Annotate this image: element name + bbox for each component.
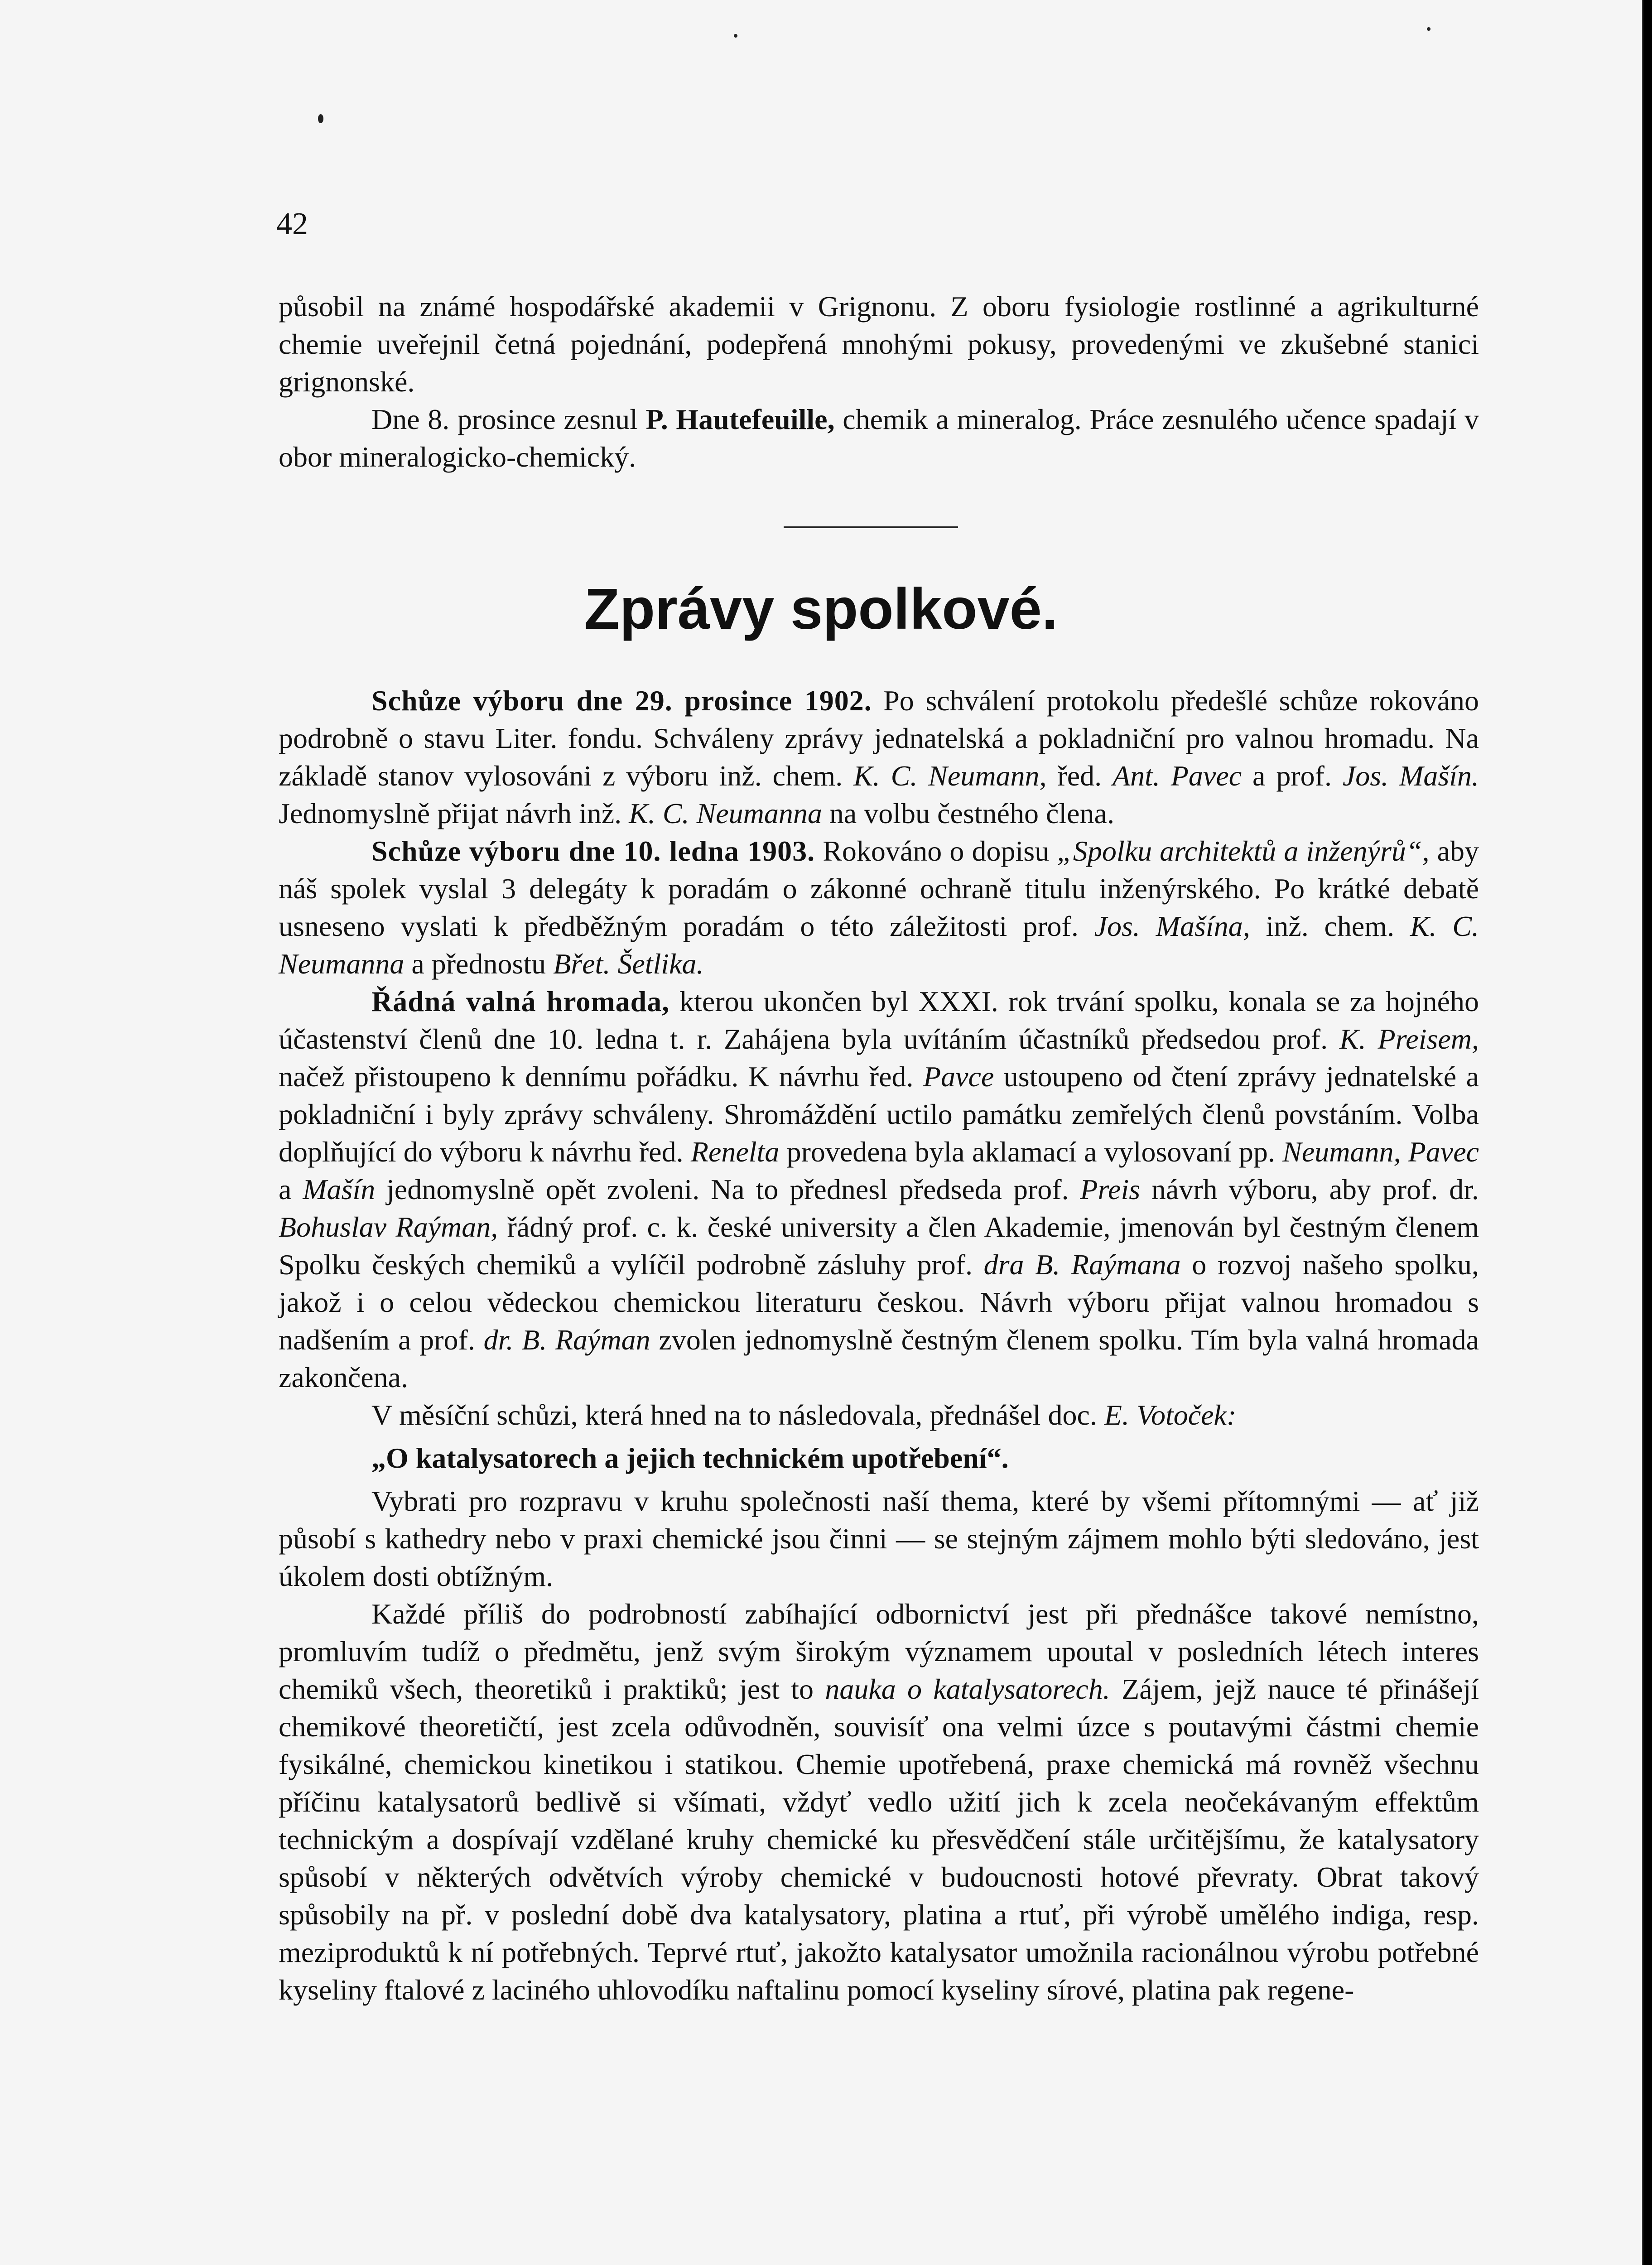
meeting-1903-paragraph: Schůze výboru dne 10. ledna 1903. Rokováno o dopisu „Spolku architektů a inženýrů“, aby náš spolek vyslal 3 delegáty k poradám o zákonné ochraně titulu inženýrského. Po krátké debatě usneseno vyslati k předběžným poradám o této záležitosti prof. Jos. Mašína, inž. chem. K. C. Neumanna a přednostu Břet. Šetlika. [279,835,1479,980]
section-divider [784,526,958,528]
scan-speck [1427,27,1430,31]
general-assembly-paragraph: Řádná valná hromada, kterou ukončen byl XXXI. rok trvání spolku, konala se za hojného účastenství členů dne 10. ledna t. r. Zahájena byla uvítáním účastníků předsedou prof. K. Preisem, načež přistoupeno k dennímu pořádku. K návrhu řed. Pavce ustoupeno od čtení zprávy jednatelské a pokladniční i byly zprávy schváleny. Shromáždění uctilo památku zemřelých členů povstáním. Volba doplňující do výboru k návrhu řed. Renelta provedena byla aklamací a vylosovaní pp. Neumann, Pavec a Mašín jednomyslně opět zvoleni. Na to přednesl předseda prof. Preis návrh výboru, aby prof. dr. Bohuslav Raýman, řádný prof. c. k. české university a člen Akademie, jmenován byl čestným členem Spolku českých chemiků a vylíčil podrobně zásluhy prof. dra B. Raýmana o rozvoj našeho spolku, jakož i o celou vědeckou chemickou literaturu českou. Návrh výboru přijat valnou hromadou s nadšením a prof. dr. B. Raýman zvolen jednomyslně čestným členem spolku. Tím byla valná hromada zakončena. [279,985,1479,1393]
lecture-intro-paragraph: V měsíční schůzi, která hned na to následovala, přednášel doc. E. Votoček: [371,1399,1237,1431]
assembly-heading: Řádná valná hromada, [371,985,670,1017]
news-block [279,682,1479,2009]
meeting-heading: Schůze výboru dne 29. prosince 1902. [371,684,872,717]
page-number: 42 [276,207,308,241]
lecture-paragraph-2: Každé příliš do podrobností zabíhající odbornictví jest při přednášce takové nemístno, promluvím tudíž o předmětu, jenž svým širokým významem upoutal v posledních létech interes chemiků všech, theoretiků i praktiků; jest to nauka o katalysatorech. Zájem, jejž nauce té přinášejí chemikové theoretičtí, jest zcela odůvodněn, souvisíť ona velmi úzce s poutavými částmi chemie fysikálné, chemickou kinetikou i statikou. Chemie upotřebená, praxe chemická má rovněž všechnu příčinu katalysatorů bedlivě si všímati, vždyť vedlo užití jich k zcela neočekávaným effektům technickým a dospívají vzdělané kruhy chemické ku přesvědčení stále určitějšímu, že katalysatory spůsobí v některých odvětvích výroby chemické v budoucnosti hotové převraty. Obrat takový spůsobily na př. v poslední době dva katalysatory, platina a rtuť, při výrobě umělého indiga, resp. meziproduktů k ní potřebných. Teprvé rtuť, jakožto katalysator umožnila racionálnou výrobu potřebné kyseliny ftalové z laciného uhlovodíku naftalinu pomocí kyseliny sírové, platina pak regene- [279,1598,1479,2006]
obituary-paragraph: Dne 8. prosince zesnul P. Hautefeuille, chemik a mineralog. Práce zesnulého učence spadají v obor mineralogicko-chemický. [279,403,1479,473]
lecture-paragraph-1: Vybrati pro rozpravu v kruhu společnosti naší thema, které by všemi přítomnými — ať již působí s kathedry nebo v praxi chemické jsou činni — se stejným zájmem mohlo býti sledováno, jest úkolem dosti obtížným. [279,1485,1479,1592]
section-title: Zprávy spolkové. [584,577,1058,641]
scan-speck [734,34,737,38]
meeting-1902-paragraph: Schůze výboru dne 29. prosince 1902. Po schválení protokolu předešlé schůze rokováno podrobně o stavu Liter. fondu. Schváleny zprávy jednatelská a pokladniční pro valnou hromadu. Na základě stanov vylosováni z výboru inž. chem. K. C. Neumann, řed. Ant. Pavec a prof. Jos. Mašín. Jednomyslně přijat návrh inž. K. C. Neumanna na volbu čestného člena. [279,684,1479,829]
intro-block [279,288,1479,476]
scan-speck [318,114,323,123]
speaker-name: E. Votoček: [1104,1399,1237,1431]
intro-paragraph: působil na známé hospodářské akademii v Grignonu. Z oboru fysiologie rostlinné a agrikulturné chemie uveřejnil četná pojednání, podepřená mnohými pokusy, provedenými ve zkušebné stanici grignonské. [279,290,1479,398]
meeting-heading: Schůze výboru dne 10. ledna 1903. [371,835,815,867]
lecture-title: „O katalysatorech a jejich technickém upotřebení“. [371,1442,1009,1474]
person-name: P. Hautefeuille, [645,403,835,435]
